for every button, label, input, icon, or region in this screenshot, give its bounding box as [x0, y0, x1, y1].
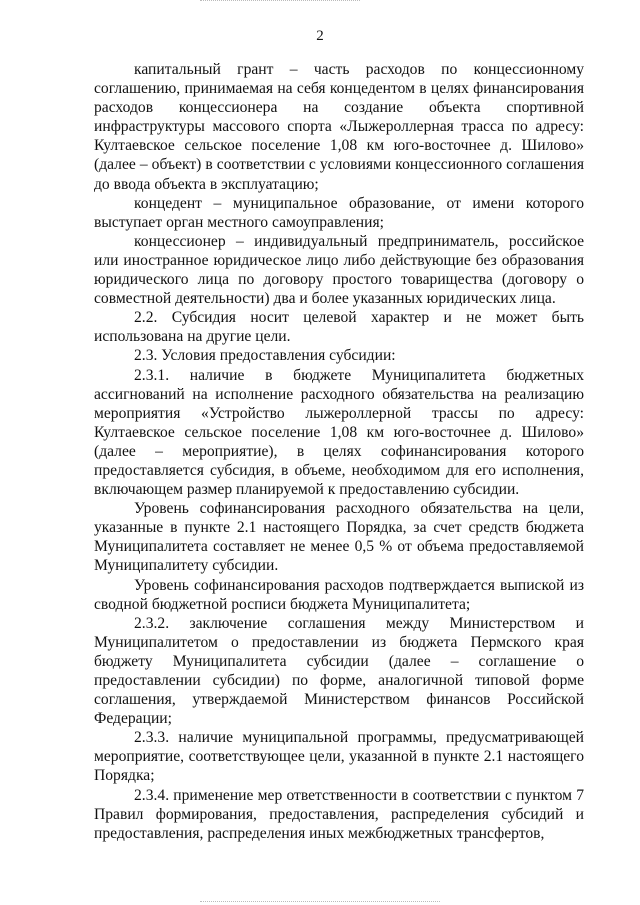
paragraph-2-3-3: 2.3.3. наличие муниципальной программы, предусматривающей мероприятие, соответствующее цели, указанной в пункте 2.1 настоящего Порядка; — [94, 729, 584, 785]
paragraph-2-3-4: 2.3.4. применение мер ответственности в соответствии с пунктом 7 Правил формирования, предоставления, распределения субсидий и предоставления, распределения иных межбюджетных трансфертов, — [94, 786, 584, 842]
paragraph-concessionaire: концессионер – индивидуальный предприниматель, российское или иностранное юридическое лицо либо действующие без образования юридического лица по договору простого товарищества (договору о совместной деятельности) два и более указанных юридических лица. — [94, 232, 584, 308]
paragraph-cofinancing-level: Уровень софинансирования расходного обязательства на цели, указанные в пункте 2.1 настоящего Порядка, за счет средств бюджета Муниципалитета составляет не менее 0,5 % от объема предоставляемой Муниципалитету субсидии. — [94, 500, 584, 575]
paragraph-2-3: 2.3. Условия предоставления субсидии: — [134, 347, 396, 365]
paragraph-concedent: концедент – муниципальное образование, от имени которого выступает орган местного самоуправления; — [94, 194, 584, 231]
document-body — [94, 60, 584, 843]
scan-edge-top — [200, 0, 360, 2]
scan-edge-bottom — [200, 901, 440, 903]
paragraph-capital-grant: капитальный грант – часть расходов по концессионному соглашению, принимаемая на себя концедентом в целях финансирования расходов концессионера на создание объекта спортивной инфраструктуры массового спорта «Лыжероллерная трасса по адресу: Култаевское сельское поселение 1,08 км юго-восточнее д. Шилово» (далее – объект) в соответствии с условиями концессионного соглашения до ввода объекта в эксплуатацию; — [94, 61, 584, 193]
paragraph-2-3-2: 2.3.2. заключение соглашения между Министерством и Муниципалитетом о предоставлении из бюджета Пермского края бюджету Муниципалитета субсидии (далее – соглашение о предоставлении субсидии) по форме, аналогичной типовой форме соглашения, утверждаемой Министерством финансов Российской Федерации; — [94, 614, 584, 728]
paragraph-2-2: 2.2. Субсидия носит целевой характер и не может быть использована на другие цели. — [94, 309, 584, 346]
page-number: 2 — [316, 28, 324, 44]
paragraph-2-3-1: 2.3.1. наличие в бюджете Муниципалитета бюджетных ассигнований на исполнение расходного обязательства на реализацию мероприятия «Устройство лыжероллерной трассы по адресу: Култаевское сельское поселение 1,08 км юго-восточнее д. Шилово» (далее – мероприятие), в целях софинансирования которого предоставляется субсидия, в объеме, необходимом для его исполнения, включающем размер планируемой к предоставлению субсидии. — [94, 366, 584, 499]
paragraph-cofinancing-confirmation: Уровень софинансирования расходов подтверждается выпиской из сводной бюджетной росписи бюджета Муниципалитета; — [94, 576, 584, 613]
